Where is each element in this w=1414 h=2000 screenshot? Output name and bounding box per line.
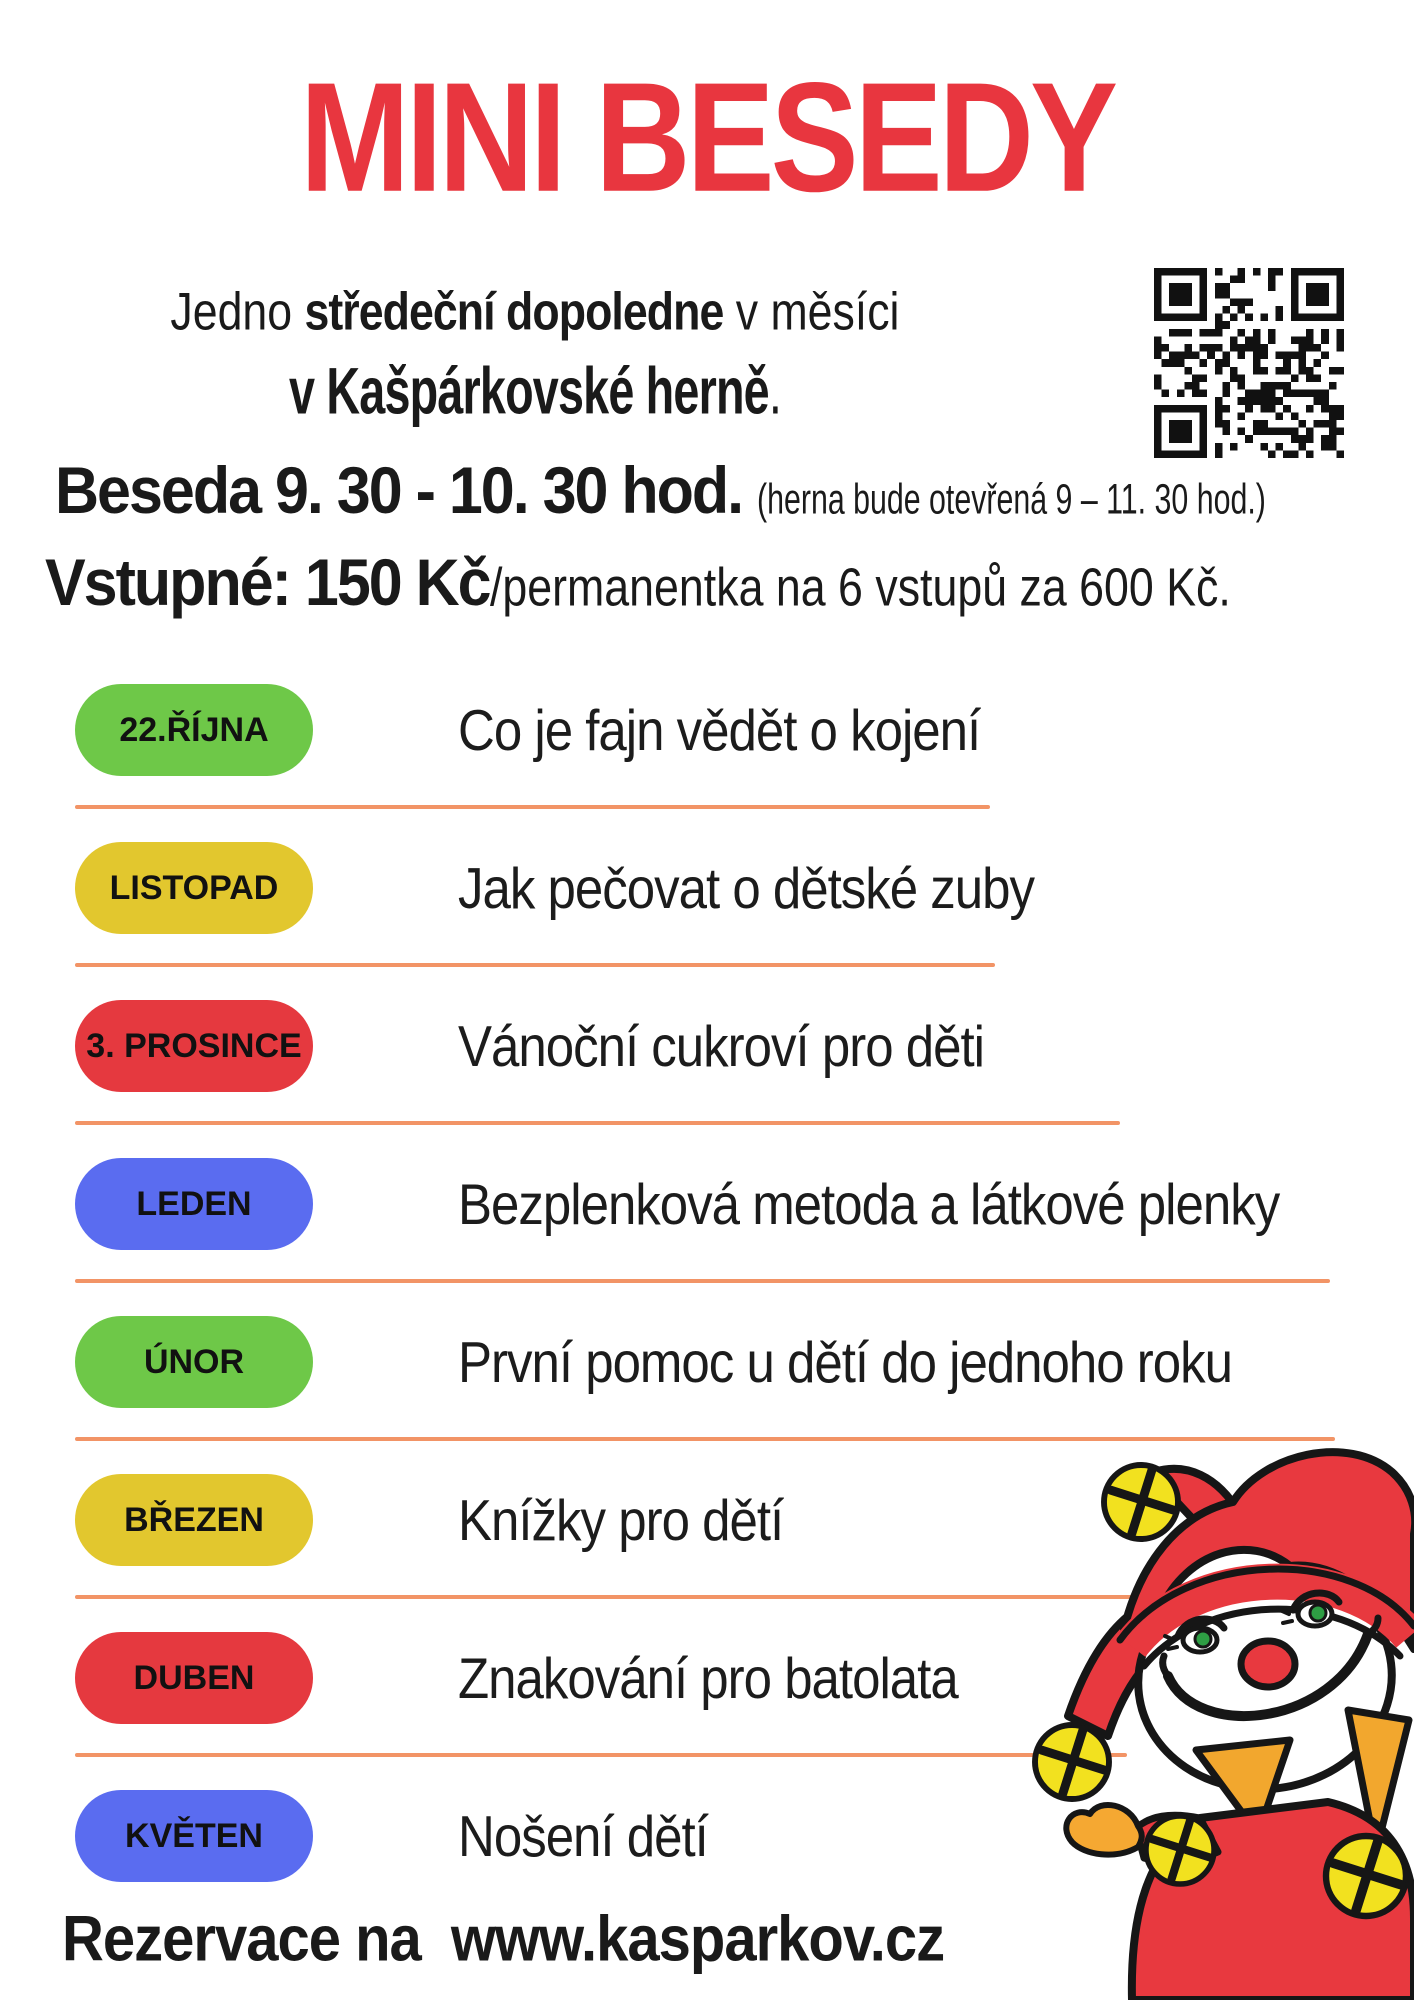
topic-label: Bezplenková metoda a látkové plenky [458,1172,1280,1236]
event-row [75,1152,1345,1310]
event-row-main [75,1000,1345,1092]
subtitle-line1-suffix: v měsíci [723,283,900,342]
row-divider [75,1595,1192,1599]
schedule-time: Beseda 9. 30 - 10. 30 hod. [55,453,743,527]
subtitle-line1-prefix: Jedno [170,283,305,342]
month-badge: ÚNOR [75,1316,313,1408]
subtitle-line1 [170,282,899,343]
subtitle [0,282,1070,429]
month-badge: LEDEN [75,1158,313,1250]
topic-label: Znakování pro batolata [458,1646,958,1710]
month-badge: KVĚTEN [75,1790,313,1882]
event-row [75,678,1345,836]
event-row-main [75,1316,1345,1408]
event-row [75,994,1345,1152]
month-badge: 22.ŘÍJNA [75,684,313,776]
row-divider [75,805,990,809]
row-divider [75,1279,1330,1283]
schedule-line [55,453,1405,528]
topic-label: První pomoc u dětí do jednoho roku [458,1330,1233,1394]
topic-label: Jak pečovat o dětské zuby [458,856,1035,920]
row-divider [75,1753,1127,1757]
topic-label: Knížky pro dětí [458,1488,784,1552]
month-badge: DUBEN [75,1632,313,1724]
event-row [75,836,1345,994]
month-badge: BŘEZEN [75,1474,313,1566]
subtitle-line1-bold: středeční dopoledne [304,283,724,342]
footer-label: Rezervace na [62,1903,421,1975]
month-badge: 3. PROSINCE [75,1000,313,1092]
event-row-main [75,1158,1345,1250]
footer [62,1902,944,1976]
schedule-note: (herna bude otevřená 9 – 11. 30 hod.) [756,474,1266,523]
topic-label: Co je fajn vědět o kojení [458,698,981,762]
row-divider [75,1121,1120,1125]
subtitle-line2-bold: v Kašpárkovské herně [288,354,769,429]
topic-label: Nošení dětí [458,1804,708,1868]
pricing-line [45,545,1405,620]
event-row-main [75,842,1345,934]
subtitle-line2-period: . [768,354,782,429]
month-badge: LISTOPAD [75,842,313,934]
row-divider [75,963,995,967]
pricing-detail: /permanentka na 6 vstupů za 600 Kč. [489,557,1231,618]
topic-label: Vánoční cukroví pro děti [458,1014,984,1078]
qr-code-icon [1152,268,1346,458]
event-row-main [75,684,1345,776]
pricing-amount: Vstupné: 150 Kč [45,545,490,619]
website-url: www.kasparkov.cz [450,1903,945,1975]
page-title: MINI BESEDY [299,50,1115,224]
jester-mascot-icon [1028,1414,1414,2000]
subtitle-line2 [289,353,781,430]
